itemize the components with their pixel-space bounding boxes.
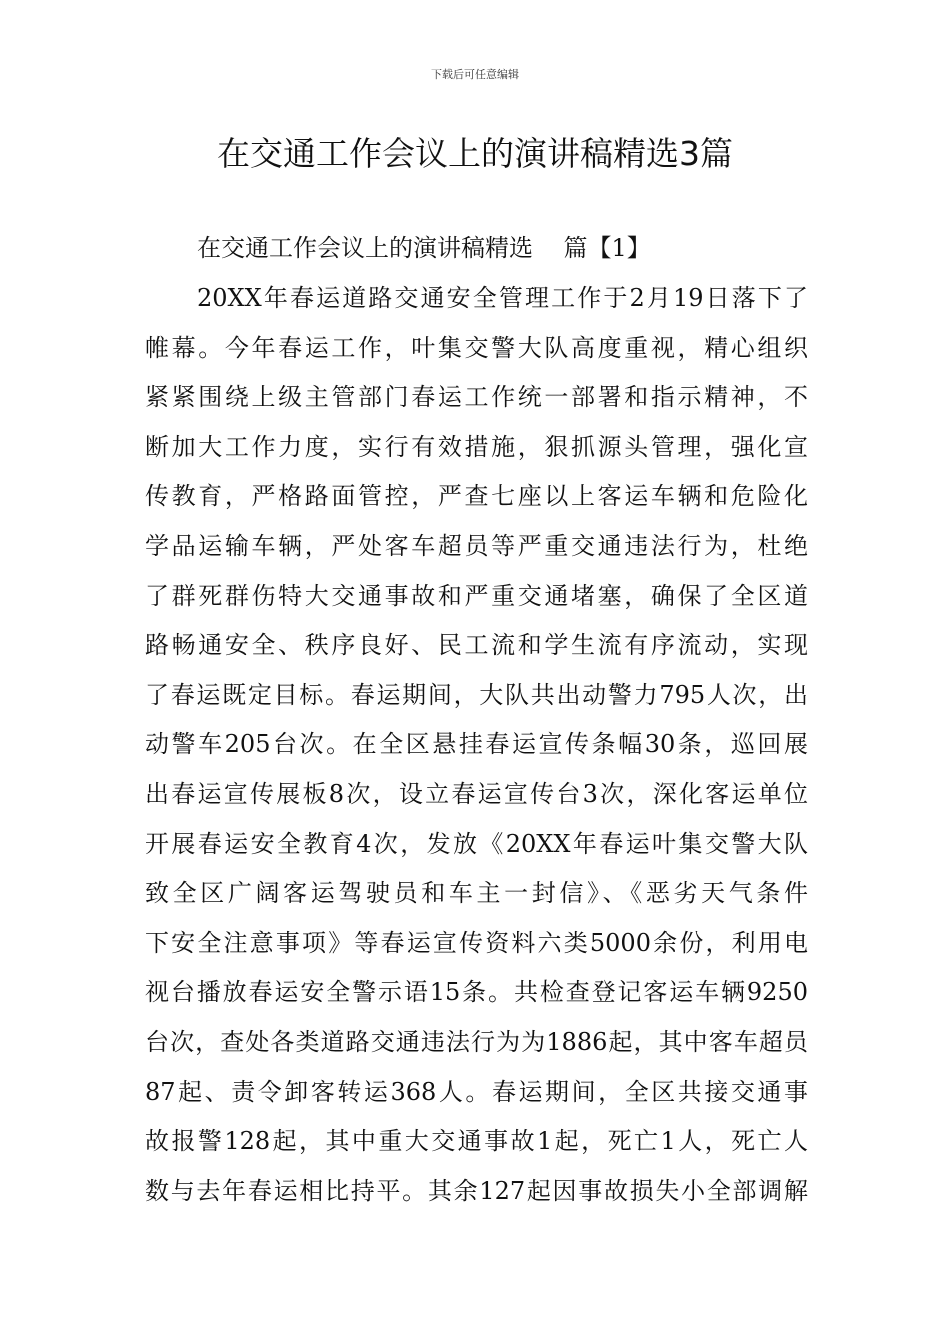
paragraph-line: 致全区广阔客运驾驶员和车主一封信》、《恶劣天气条件 — [145, 879, 808, 908]
paragraph-line: 故报警128起，其中重大交通事故1起，死亡1人，死亡人 — [145, 1127, 808, 1156]
paragraph-line: 动警车205台次。在全区悬挂春运宣传条幅30条，巡回展 — [145, 730, 808, 759]
paragraph-line: 下安全注意事项》等春运宣传资料六类5000余份，利用电 — [145, 928, 808, 957]
paragraph-line: 了春运既定目标。春运期间，大队共出动警力795人次，出 — [145, 680, 808, 709]
paragraph-line: 断加大工作力度，实行有效措施，狠抓源头管理，强化宣 — [145, 432, 808, 461]
paragraph-line: 开展春运安全教育4次，发放《20XX年春运叶集交警大队 — [145, 829, 808, 858]
paragraph-line: 帷幕。今年春运工作，叶集交警大队高度重视，精心组织 — [145, 333, 808, 362]
paragraph-line: 87起、责令卸客转运368人。春运期间，全区共接交通事 — [145, 1077, 808, 1106]
body-paragraph — [145, 274, 808, 1216]
header-note: 下载后可任意编辑 — [431, 68, 519, 81]
paragraph-line: 路畅通安全、秩序良好、民工流和学生流有序流动，实现 — [145, 631, 808, 660]
paragraph-line: 紧紧围绕上级主管部门春运工作统一部署和指示精神，不 — [145, 383, 808, 412]
paragraph-line: 传教育，严格路面管控，严查七座以上客运车辆和危险化 — [145, 482, 808, 511]
paragraph-line: 台次，查处各类道路交通违法行为为1886起，其中客车超员 — [145, 1027, 808, 1056]
paragraph-line: 视台播放春运安全警示语15条。共检查登记客运车辆9250 — [145, 978, 808, 1007]
paragraph-line: 20XX年春运道路交通安全管理工作于2月19日落下了 — [197, 284, 808, 312]
paragraph-line: 了群死群伤特大交通事故和严重交通堵塞，确保了全区道 — [145, 581, 808, 610]
document-title: 在交通工作会议上的演讲稿精选3篇 — [217, 134, 733, 173]
section-heading: 在交通工作会议上的演讲稿精选 篇【1】 — [197, 234, 651, 262]
paragraph-line: 数与去年春运相比持平。其余127起因事故损失小全部调解 — [145, 1176, 808, 1205]
paragraph-line: 出春运宣传展板8次，设立春运宣传台3次，深化客运单位 — [145, 779, 808, 808]
paragraph-line: 学品运输车辆，严处客车超员等严重交通违法行为，杜绝 — [145, 531, 808, 560]
